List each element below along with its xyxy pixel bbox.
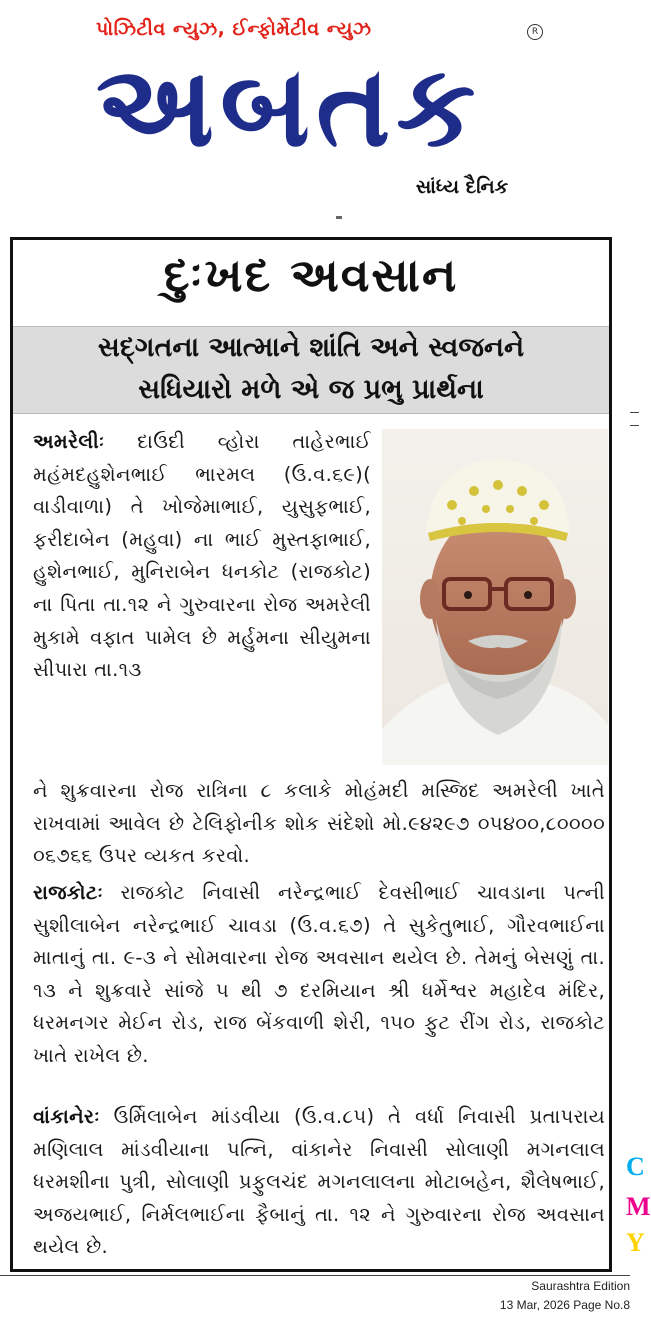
portrait-illustration <box>382 429 608 765</box>
edition-type-label: સાંધ્ય દૈનિક <box>415 176 509 198</box>
obituary-text: ને શુક્રવારના રોજ રાત્રિના ૮ કલાકે મોહંમદી મસ્જિદ અમરેલી ખાતે રાખવામાં આવેલ છે ટેલિફોનીક શોક સંદેશો મો.૯૪૨૯૭ ૦૫૪૦૦,૮૦૦૦૦ ૦૬૭૬૬ ઉપર વ્યકત કરવો. <box>33 779 605 868</box>
obituary-rajkot <box>33 877 605 1073</box>
registered-trademark-icon: R <box>527 24 543 40</box>
obituary-amreli-continued <box>33 775 605 873</box>
obituary-wankaner <box>33 1101 605 1264</box>
masthead-tagline: પોઝિટીવ ન્યુઝ, ઈન્ફોર્મેટીવ ન્યુઝ <box>96 18 372 40</box>
obituary-place-label: અમરેલીઃ <box>33 430 105 453</box>
article-subhead <box>13 326 609 414</box>
crop-mark <box>630 412 639 413</box>
date-page-number: 13 Mar, 2026 Page No.8 <box>499 1298 630 1312</box>
obituary-place-label: વાંકાનેરઃ <box>33 1105 100 1128</box>
deceased-portrait-photo <box>382 429 608 765</box>
registration-mark-cyan: C <box>626 1152 645 1181</box>
obituary-place-label: રાજકોટઃ <box>33 881 104 904</box>
obituary-text: દાઉદી વ્હોરા તાહેરભાઈ મહંમદહુશેનભાઈ ભારમલ (ઉ.વ.૬૯)( વાડીવાળા) તે ખોજેમાભાઈ, યુસુફભાઈ, ફરીદાબેન (મહુવા) ના ભાઈ મુસ્તફાભાઈ, હુશેનભાઈ, મુનિરાબેન ધનકોટ (રાજકોટ) ના પિતા તા.૧૨ ને ગુરુવારના રોજ અમરેલી મુકામે વફાત પામેલ છે મર્હુમના સીયુમના સીપારા તા.૧૩ <box>33 430 371 682</box>
obituary-amreli <box>33 426 371 687</box>
crop-mark <box>630 425 639 426</box>
masthead-divider <box>336 216 342 219</box>
obituary-text: રાજકોટ નિવાસી નરેન્દ્રભાઈ દેવસીભાઈ ચાવડાના પત્ની સુશીલાબેન નરેન્દ્રભાઈ ચાવડા (ઉ.વ.૬૭) તે સુકેતુભાઈ, ગૌરવભાઈના માતાનું તા. ૯-૩ ને સોમવારના રોજ અવસાન થયેલ છે. તેમનું બેસણું તા. ૧૩ ને શુક્રવારે સાંજે ૫ થી ૭ દરમિયાન શ્રી ધર્મેશ્વર મહાદેવ મંદિર, ધરમનગર મેઈન રોડ, રાજ બેંકવાળી શેરી, ૧૫૦ ફુટ રીંગ રોડ, રાજકોટ ખાતે રાખેલ છે. <box>33 881 606 1067</box>
subhead-line-1: સદ્ગતના આત્માને શાંતિ અને સ્વજનને <box>97 332 525 363</box>
newspaper-logo: અબતક <box>96 42 482 172</box>
obituary-text: ઉર્મિલાબેન માંડવીયા (ઉ.વ.૮૫) તે વર્ધા નિવાસી પ્રતાપરાય મણિલાલ માંડવીયાના પત્નિ, વાંકાનેર નિવાસી સોલાણી મગનલાલ ધરમશીના પુત્રી, સોલાણી પ્રફુલચંદ મગનલાલના મોટાબહેન, શૈલેષભાઈ, અજયભાઈ, નિર્મલભાઈના ફૈબાનું તા. ૧૨ ને ગુરુવારના રોજ અવસાન થયેલ છે. <box>33 1105 605 1259</box>
subhead-line-2: સધિયારો મળે એ જ પ્રભુ પ્રાર્થના <box>138 374 484 405</box>
footer-divider <box>0 1275 630 1276</box>
registration-mark-magenta: M <box>626 1192 651 1221</box>
edition-name: Saurashtra Edition <box>531 1279 630 1293</box>
article-headline: દુઃખદ અવસાન <box>163 248 459 302</box>
obituary-article <box>10 237 612 1272</box>
registration-mark-yellow: Y <box>626 1228 645 1257</box>
